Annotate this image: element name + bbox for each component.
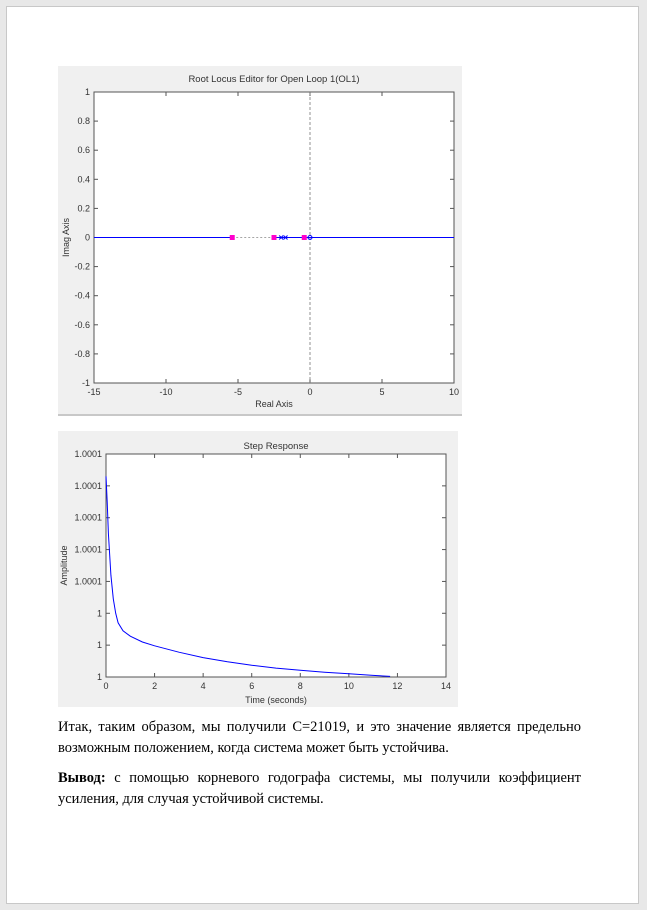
x-tick-label: 10 <box>343 681 354 691</box>
x-tick-label: 12 <box>392 681 403 691</box>
y-tick-label: -1 <box>81 378 90 388</box>
x-tick-label: 0 <box>307 387 313 397</box>
y-tick-label: -0.8 <box>74 348 90 359</box>
y-tick-label: 1.0001 <box>74 576 102 587</box>
step-response-figure <box>58 431 458 707</box>
step-response-ylabel: Amplitude <box>59 545 69 586</box>
closed-loop-pole-marker <box>230 235 235 240</box>
y-tick-label: 1.0001 <box>74 449 102 459</box>
y-tick-label: -0.2 <box>74 261 90 272</box>
paragraph-conclusion <box>58 768 581 810</box>
x-tick-label: -10 <box>159 387 173 397</box>
y-tick-label: 1 <box>84 87 90 97</box>
x-tick-label: 5 <box>379 387 385 397</box>
x-tick-label: 2 <box>152 681 158 691</box>
x-tick-label: 6 <box>249 681 255 691</box>
y-tick-label: 1.0001 <box>74 480 102 491</box>
y-tick-label: 1 <box>96 608 102 619</box>
y-tick-label: -0.4 <box>74 290 90 301</box>
y-tick-label: 0.8 <box>77 116 90 127</box>
x-tick-label: 10 <box>448 387 460 397</box>
y-tick-label: 0.2 <box>77 203 90 214</box>
step-response-chart <box>58 431 458 707</box>
x-tick-label: 8 <box>297 681 303 691</box>
y-tick-label: 0.6 <box>77 145 90 156</box>
step-response-xlabel: Time (seconds) <box>245 695 307 705</box>
root-locus-ylabel: Imag Axis <box>61 217 71 258</box>
closed-loop-pole-marker <box>272 235 277 240</box>
root-locus-chart <box>58 66 462 416</box>
closed-loop-pole-marker <box>302 235 307 240</box>
conclusion-text: с помощью корневого годографа системы, мы получили коэффициент усиления, для случая устойчивой системы. <box>58 770 581 807</box>
x-tick-label: 4 <box>200 681 206 691</box>
conclusion-label: Вывод: <box>58 770 106 786</box>
y-tick-label: 0 <box>84 232 90 243</box>
paragraph-result: Итак, таким образом, мы получили С=21019, и это значение является предельно возможным положением, когда система может быть устойчива. <box>58 719 581 756</box>
root-locus-title: Root Locus Editor for Open Loop 1(OL1) <box>188 74 360 85</box>
y-tick-label: 1 <box>96 672 102 682</box>
x-tick-label: -15 <box>87 387 101 397</box>
plot-area <box>106 454 446 677</box>
x-tick-label: -5 <box>233 387 243 397</box>
y-tick-label: 1.0001 <box>74 544 102 555</box>
y-tick-label: 1 <box>96 640 102 651</box>
x-tick-label: 14 <box>440 681 452 691</box>
y-tick-label: 0.4 <box>77 174 90 185</box>
y-tick-label: -0.6 <box>74 319 90 330</box>
y-tick-label: 1.0001 <box>74 512 102 523</box>
root-locus-xlabel: Real Axis <box>255 399 293 409</box>
root-locus-figure <box>58 66 462 416</box>
x-tick-label: 0 <box>103 681 109 691</box>
step-response-title: Step Response <box>243 441 309 452</box>
